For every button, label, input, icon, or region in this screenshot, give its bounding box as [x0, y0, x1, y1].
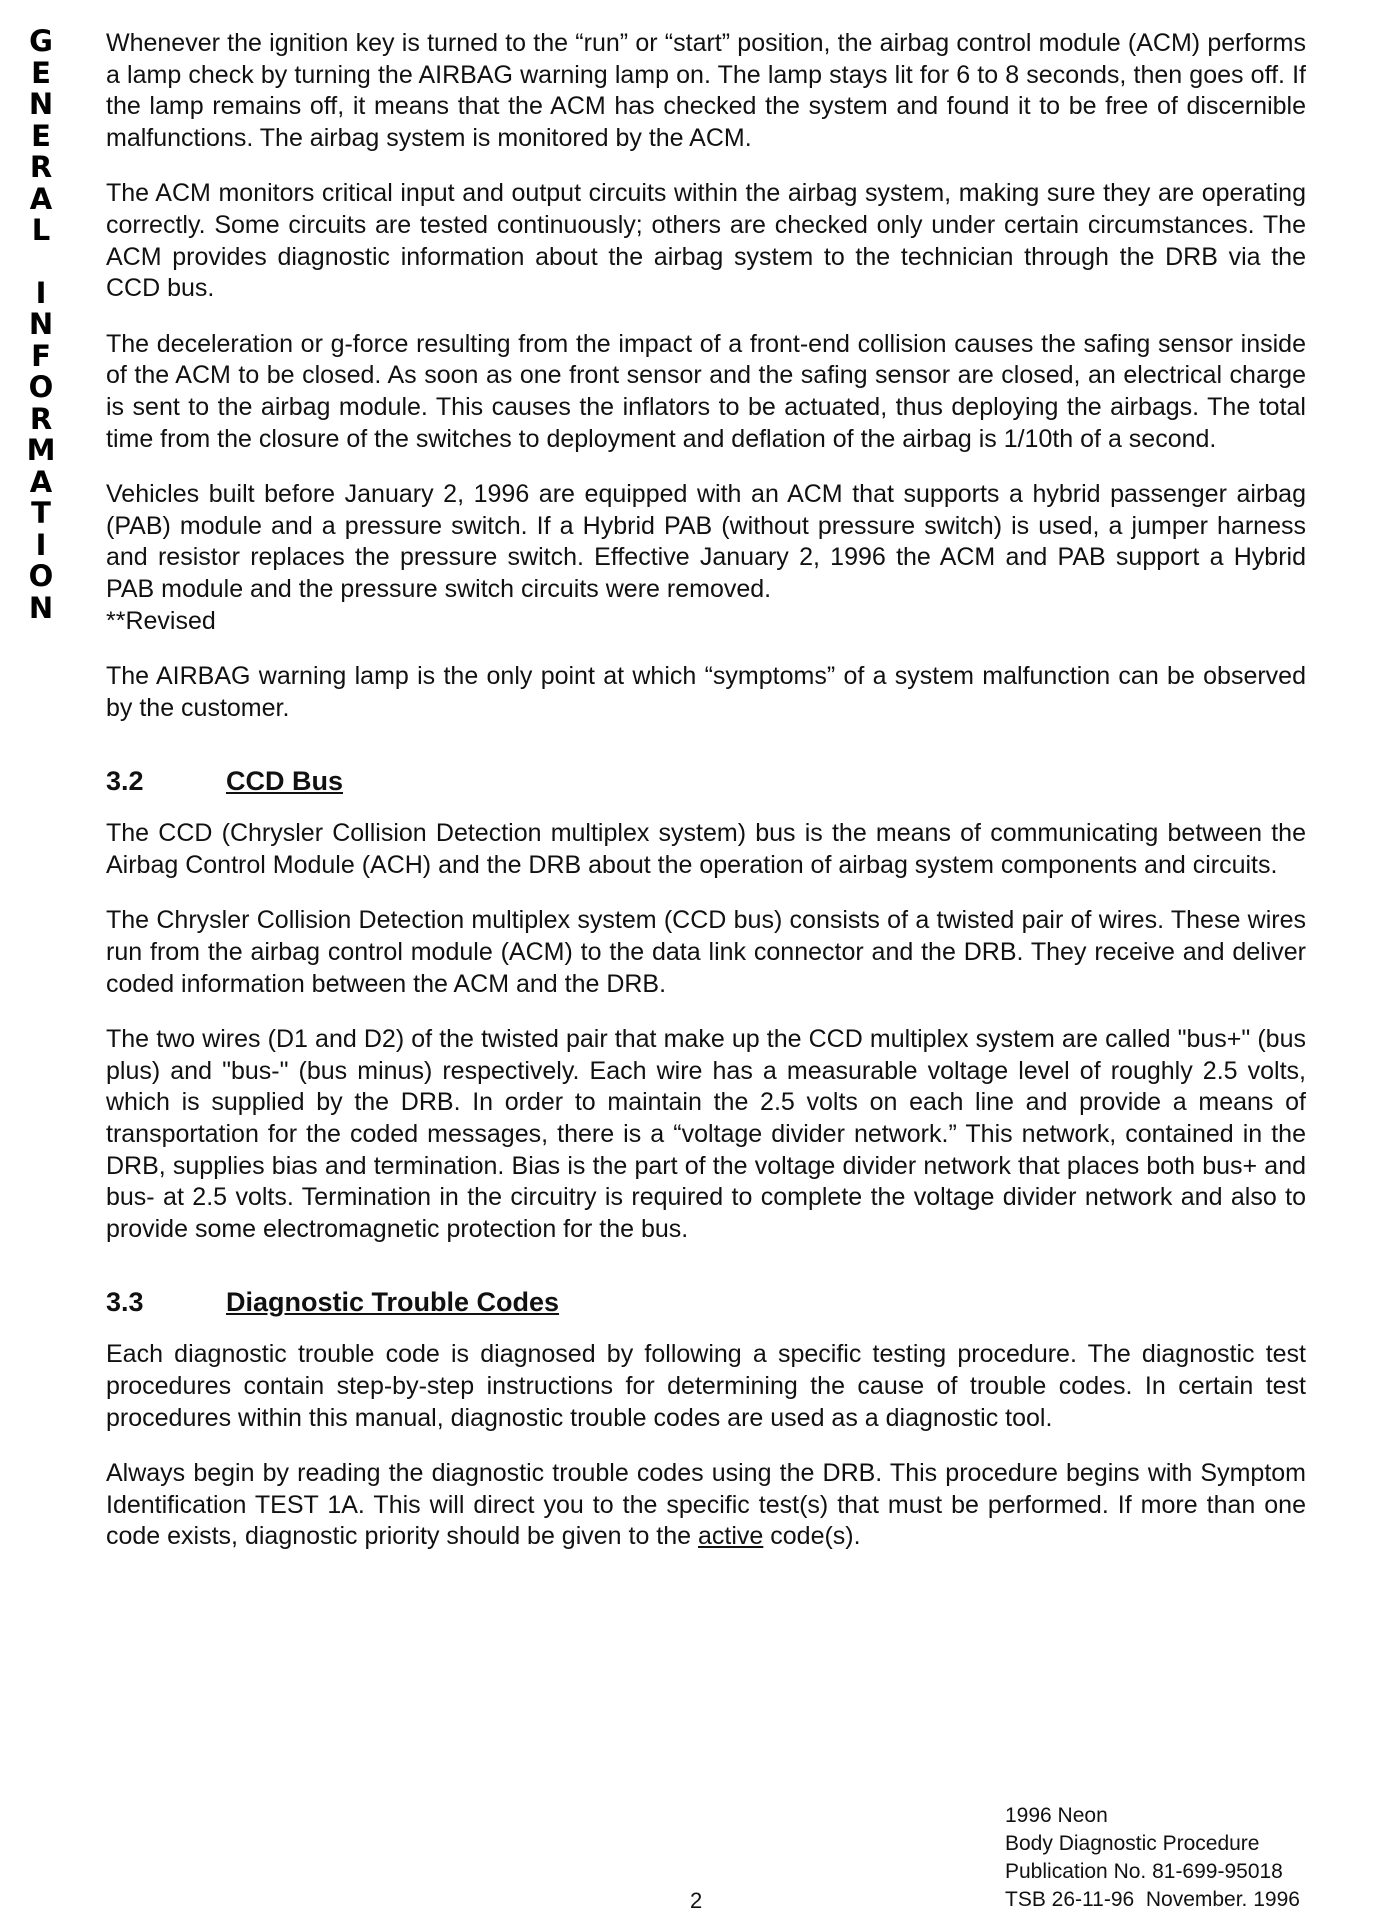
section-title: Diagnostic Trouble Codes: [226, 1287, 560, 1318]
sidebar-letter: A: [29, 464, 53, 499]
sidebar-letter: F: [31, 338, 51, 373]
dtc-text-before: Always begin by reading the diagnostic trouble codes using the DRB. This procedure begins with Symptom Identification TEST 1A. This will direct you to the specific test(s) that must be performed. If more than one code exists, diagnostic priority should be given to the: [106, 1459, 1306, 1551]
sidebar-letter: T: [31, 496, 51, 530]
revised-note: **Revised: [106, 606, 216, 635]
dtc-text-active-underlined: active: [698, 1522, 764, 1551]
sidebar-letter: I: [35, 275, 47, 310]
intro-paragraph-warning-lamp: The AIRBAG warning lamp is the only point at which “symptoms” of a system malfunction can be observed by the customer.: [106, 662, 1306, 722]
sidebar-letter: N: [28, 87, 54, 121]
publication-info: [1005, 1802, 1300, 1914]
publication-tsb-date: TSB 26-11-96 November. 1996: [1005, 1888, 1300, 1911]
section-heading-diagnostic-trouble-codes: [106, 1285, 1306, 1319]
sidebar-letter: M: [26, 433, 56, 467]
sidebar-letter: A: [29, 181, 53, 216]
sidebar-letter: R: [29, 401, 53, 436]
ccd-paragraph-definition: The CCD (Chrysler Collision Detection multiplex system) bus is the means of communicating between the Airbag Control Module (ACH) and the DRB about the operation of airbag system components and circuits.: [106, 819, 1306, 879]
publication-title: Body Diagnostic Procedure: [1005, 1832, 1260, 1855]
intro-paragraph-hybrid-pab: Vehicles built before January 2, 1996 are equipped with an ACM that supports a hybrid passenger airbag (PAB) module and a pressure switch. If a Hybrid PAB (without pressure switch) is used, a jumper harness and resistor replaces the pressure switch. Effective January 2, 1996 the ACM and PAB support a Hybrid PAB module and the pressure switch circuits were removed.: [106, 480, 1306, 603]
dtc-paragraph-procedure: Each diagnostic trouble code is diagnosed by following a specific testing procedure. The diagnostic test procedures contain step-by-step instructions for determining the cause of trouble codes. In certain test procedures within this manual, diagnostic trouble codes are used as a diagnostic tool.: [106, 1340, 1306, 1432]
sidebar-letter: G: [29, 24, 53, 58]
sidebar-letter: O: [28, 370, 54, 404]
sidebar-letter: N: [28, 590, 54, 625]
sidebar-letter: L: [31, 213, 51, 247]
ccd-paragraph-wires: The Chrysler Collision Detection multiplex system (CCD bus) consists of a twisted pair of wires. These wires run from the airbag control module (ACM) to the data link connector and the DRB. They receive and deliver coded information between the ACM and the DRB.: [106, 906, 1306, 998]
sidebar-letter: E: [31, 55, 51, 90]
publication-model: 1996 Neon: [1005, 1804, 1108, 1827]
section-number: 3.3: [106, 1287, 144, 1318]
ccd-paragraph-voltage: The two wires (D1 and D2) of the twisted pair that make up the CCD multiplex system are called "bus+" (bus plus) and "bus-" (bus minus) respectively. Each wire has a measurable voltage level of roughly 2.5 volts, which is supplied by the DRB. In order to maintain the 2.5 volts on each line and provide a means of transportation for the coded messages, there is a “voltage divider network.” This network, contained in the DRB, supplies bias and termination. Bias is the part of the voltage divider network that places both bus+ and bus- at 2.5 volts. Termination in the circuitry is required to complete the voltage divider network and also to provide some electromagnetic protection for the bus.: [106, 1025, 1306, 1243]
sidebar-general-information: [26, 26, 56, 624]
section-heading-ccd-bus: [106, 764, 1306, 798]
sidebar-letter: E: [31, 118, 51, 153]
intro-paragraph-deployment: The deceleration or g-force resulting from the impact of a front-end collision causes the safing sensor inside of the ACM to be closed. As soon as one front sensor and the safing sensor are closed, an electrical charge is sent to the airbag module. This causes the inflators to be actuated, thus deploying the airbags. The total time from the closure of the switches to deployment and deflation of the airbag is 1/10th of a second.: [106, 329, 1306, 453]
intro-paragraph-acm-monitoring: The ACM monitors critical input and output circuits within the airbag system, making sure they are operating correctly. Some circuits are tested continuously; others are checked only under certain circumstances. The ACM provides diagnostic information about the airbag system to the technician through the DRB via the CCD bus.: [106, 179, 1306, 303]
dtc-text-after: code(s).: [763, 1522, 861, 1551]
sidebar-letter: R: [29, 150, 53, 184]
sidebar-letter: O: [28, 559, 54, 593]
dtc-paragraph-reading-codes: [106, 1458, 1306, 1553]
intro-paragraph-lamp-check: Whenever the ignition key is turned to the “run” or “start” position, the airbag control module (ACM) performs a lamp check by turning the AIRBAG warning lamp on. The lamp stays lit for 6 to 8 seconds, then goes off. If the lamp remains off, it means that the ACM has checked the system and found it to be free of discernible malfunctions. The airbag system is monitored by the ACM.: [106, 29, 1306, 152]
document-body: [106, 28, 1306, 1577]
sidebar-letter: N: [28, 307, 54, 341]
sidebar-letter: I: [35, 527, 47, 562]
publication-number: Publication No. 81-699-95018: [1005, 1860, 1283, 1883]
section-number: 3.2: [106, 766, 144, 797]
section-title: CCD Bus: [226, 766, 344, 797]
page-number: 2: [690, 1888, 703, 1913]
